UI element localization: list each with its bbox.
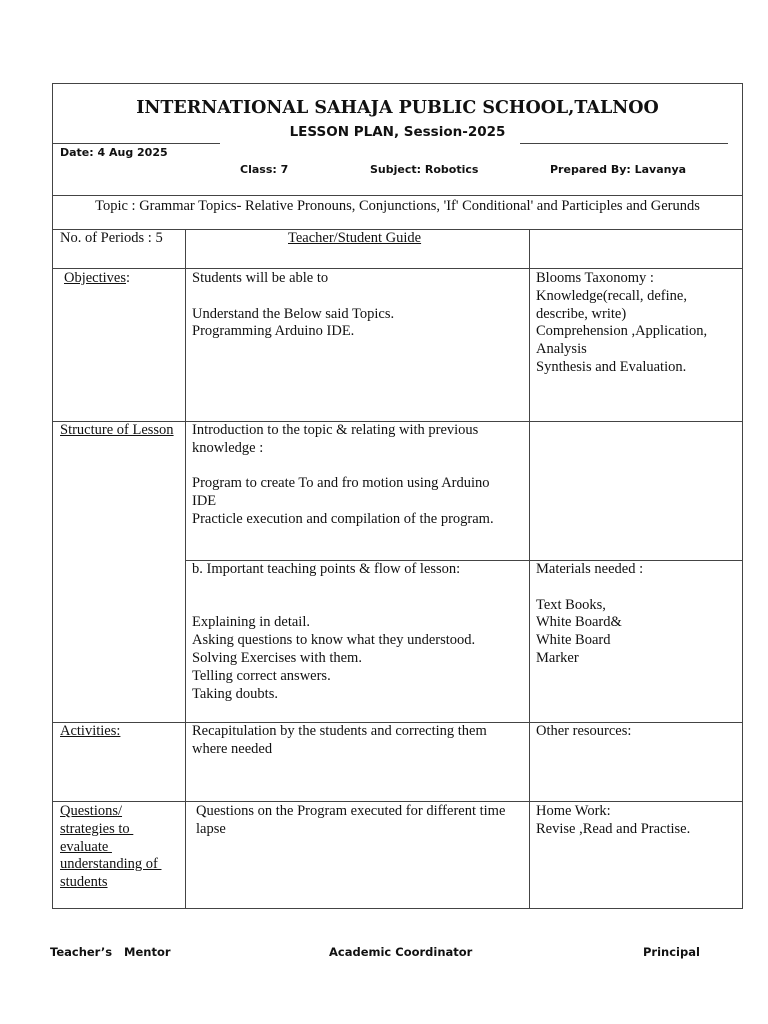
teaching-points xyxy=(192,561,475,703)
topic: Topic : Grammar Topics- Relative Pronouns, Conjunctions, 'If' Conditional' and Participles and Gerunds xyxy=(95,198,700,214)
text-line: Understand the Below said Topics. xyxy=(192,305,395,322)
text-line: Marker xyxy=(536,649,579,666)
text-line: describe, write) xyxy=(536,305,627,322)
text-line: Students will be able to xyxy=(192,270,329,286)
principal-signature: Principal xyxy=(643,945,700,959)
class: Class: 7 xyxy=(240,163,289,176)
text-line: Synthesis and Evaluation. xyxy=(536,358,687,375)
questions-label xyxy=(60,803,161,892)
text-line: Program to create To and fro motion using Arduino xyxy=(192,475,490,492)
activities-label: Activities: xyxy=(60,723,121,739)
text-line xyxy=(192,579,475,597)
teacher-student-guide: Teacher/Student Guide xyxy=(288,230,422,246)
text-line: Comprehension ,Application, xyxy=(536,323,708,340)
objectives-text xyxy=(192,270,394,341)
text-line: Questions on the Program executed for different time xyxy=(196,803,506,819)
row-divider xyxy=(52,268,743,269)
other-resources xyxy=(536,723,631,741)
header-rule-right xyxy=(520,143,728,144)
column-divider xyxy=(529,229,530,909)
text-line: Programming Arduino IDE. xyxy=(192,323,355,340)
text-line xyxy=(192,288,394,306)
structure-label: Structure of Lesson xyxy=(60,422,174,438)
text-line: Telling correct answers. xyxy=(192,667,331,684)
text-line: Solving Exercises with them. xyxy=(192,649,362,666)
objectives-label: Objectives: xyxy=(64,270,131,286)
prepared-by: Prepared By: Lavanya xyxy=(550,163,687,176)
text-line: where needed xyxy=(192,740,273,757)
text-line: White Board& xyxy=(536,614,622,631)
text-line: Introduction to the topic & relating with previous xyxy=(192,422,479,438)
text-line: Questions/ xyxy=(60,803,123,819)
blooms-taxonomy xyxy=(536,270,707,377)
home-work xyxy=(536,803,690,839)
text-line: Materials needed : xyxy=(536,561,644,577)
text-line: Blooms Taxonomy : xyxy=(536,270,654,286)
subject: Subject: Robotics xyxy=(370,163,479,176)
text-line: lapse xyxy=(196,820,226,837)
text-line xyxy=(192,597,475,615)
text-line: Taking doubts. xyxy=(192,685,278,702)
academic-coordinator-signature: Academic Coordinator xyxy=(329,945,473,959)
text-line: Explaining in detail. xyxy=(192,614,310,631)
column-divider xyxy=(185,229,186,909)
text-line: students xyxy=(60,874,108,891)
periods-label: No. of Periods : 5 xyxy=(60,230,163,246)
questions-text xyxy=(196,803,505,839)
text-line: Analysis xyxy=(536,341,587,358)
text-line: Home Work: xyxy=(536,803,611,819)
text-line: Recapitulation by the students and correcting them xyxy=(192,723,487,739)
text-line: Text Books, xyxy=(536,596,606,613)
text-line xyxy=(192,458,494,476)
text-line: b. Important teaching points & flow of lesson: xyxy=(192,561,461,577)
date: Date: 4 Aug 2025 xyxy=(60,146,168,159)
text-line: knowledge : xyxy=(192,439,264,456)
text-line: understanding of xyxy=(60,856,162,873)
text-line: evaluate xyxy=(60,838,112,855)
text-line: Asking questions to know what they understood. xyxy=(192,632,476,649)
lesson-plan-title: LESSON PLAN, Session-2025 xyxy=(289,124,506,140)
text-line: Other resources: xyxy=(536,723,632,739)
row-divider xyxy=(52,195,743,196)
school-name: INTERNATIONAL SAHAJA PUBLIC SCHOOL,TALNOO xyxy=(136,98,659,118)
activities-text xyxy=(192,723,487,759)
structure-text xyxy=(192,422,494,529)
text-line: Revise ,Read and Practise. xyxy=(536,820,691,837)
text-line: strategies to xyxy=(60,820,134,837)
row-divider xyxy=(52,801,743,802)
header-rule-left xyxy=(52,143,220,144)
materials-needed xyxy=(536,561,643,668)
text-line: Knowledge(recall, define, xyxy=(536,287,687,304)
text-line xyxy=(536,579,643,597)
text-line: Practicle execution and compilation of the program. xyxy=(192,510,494,527)
teachers-mentor-signature: Teacher’s Mentor xyxy=(50,945,171,959)
text-line: White Board xyxy=(536,632,611,649)
text-line: IDE xyxy=(192,493,217,510)
